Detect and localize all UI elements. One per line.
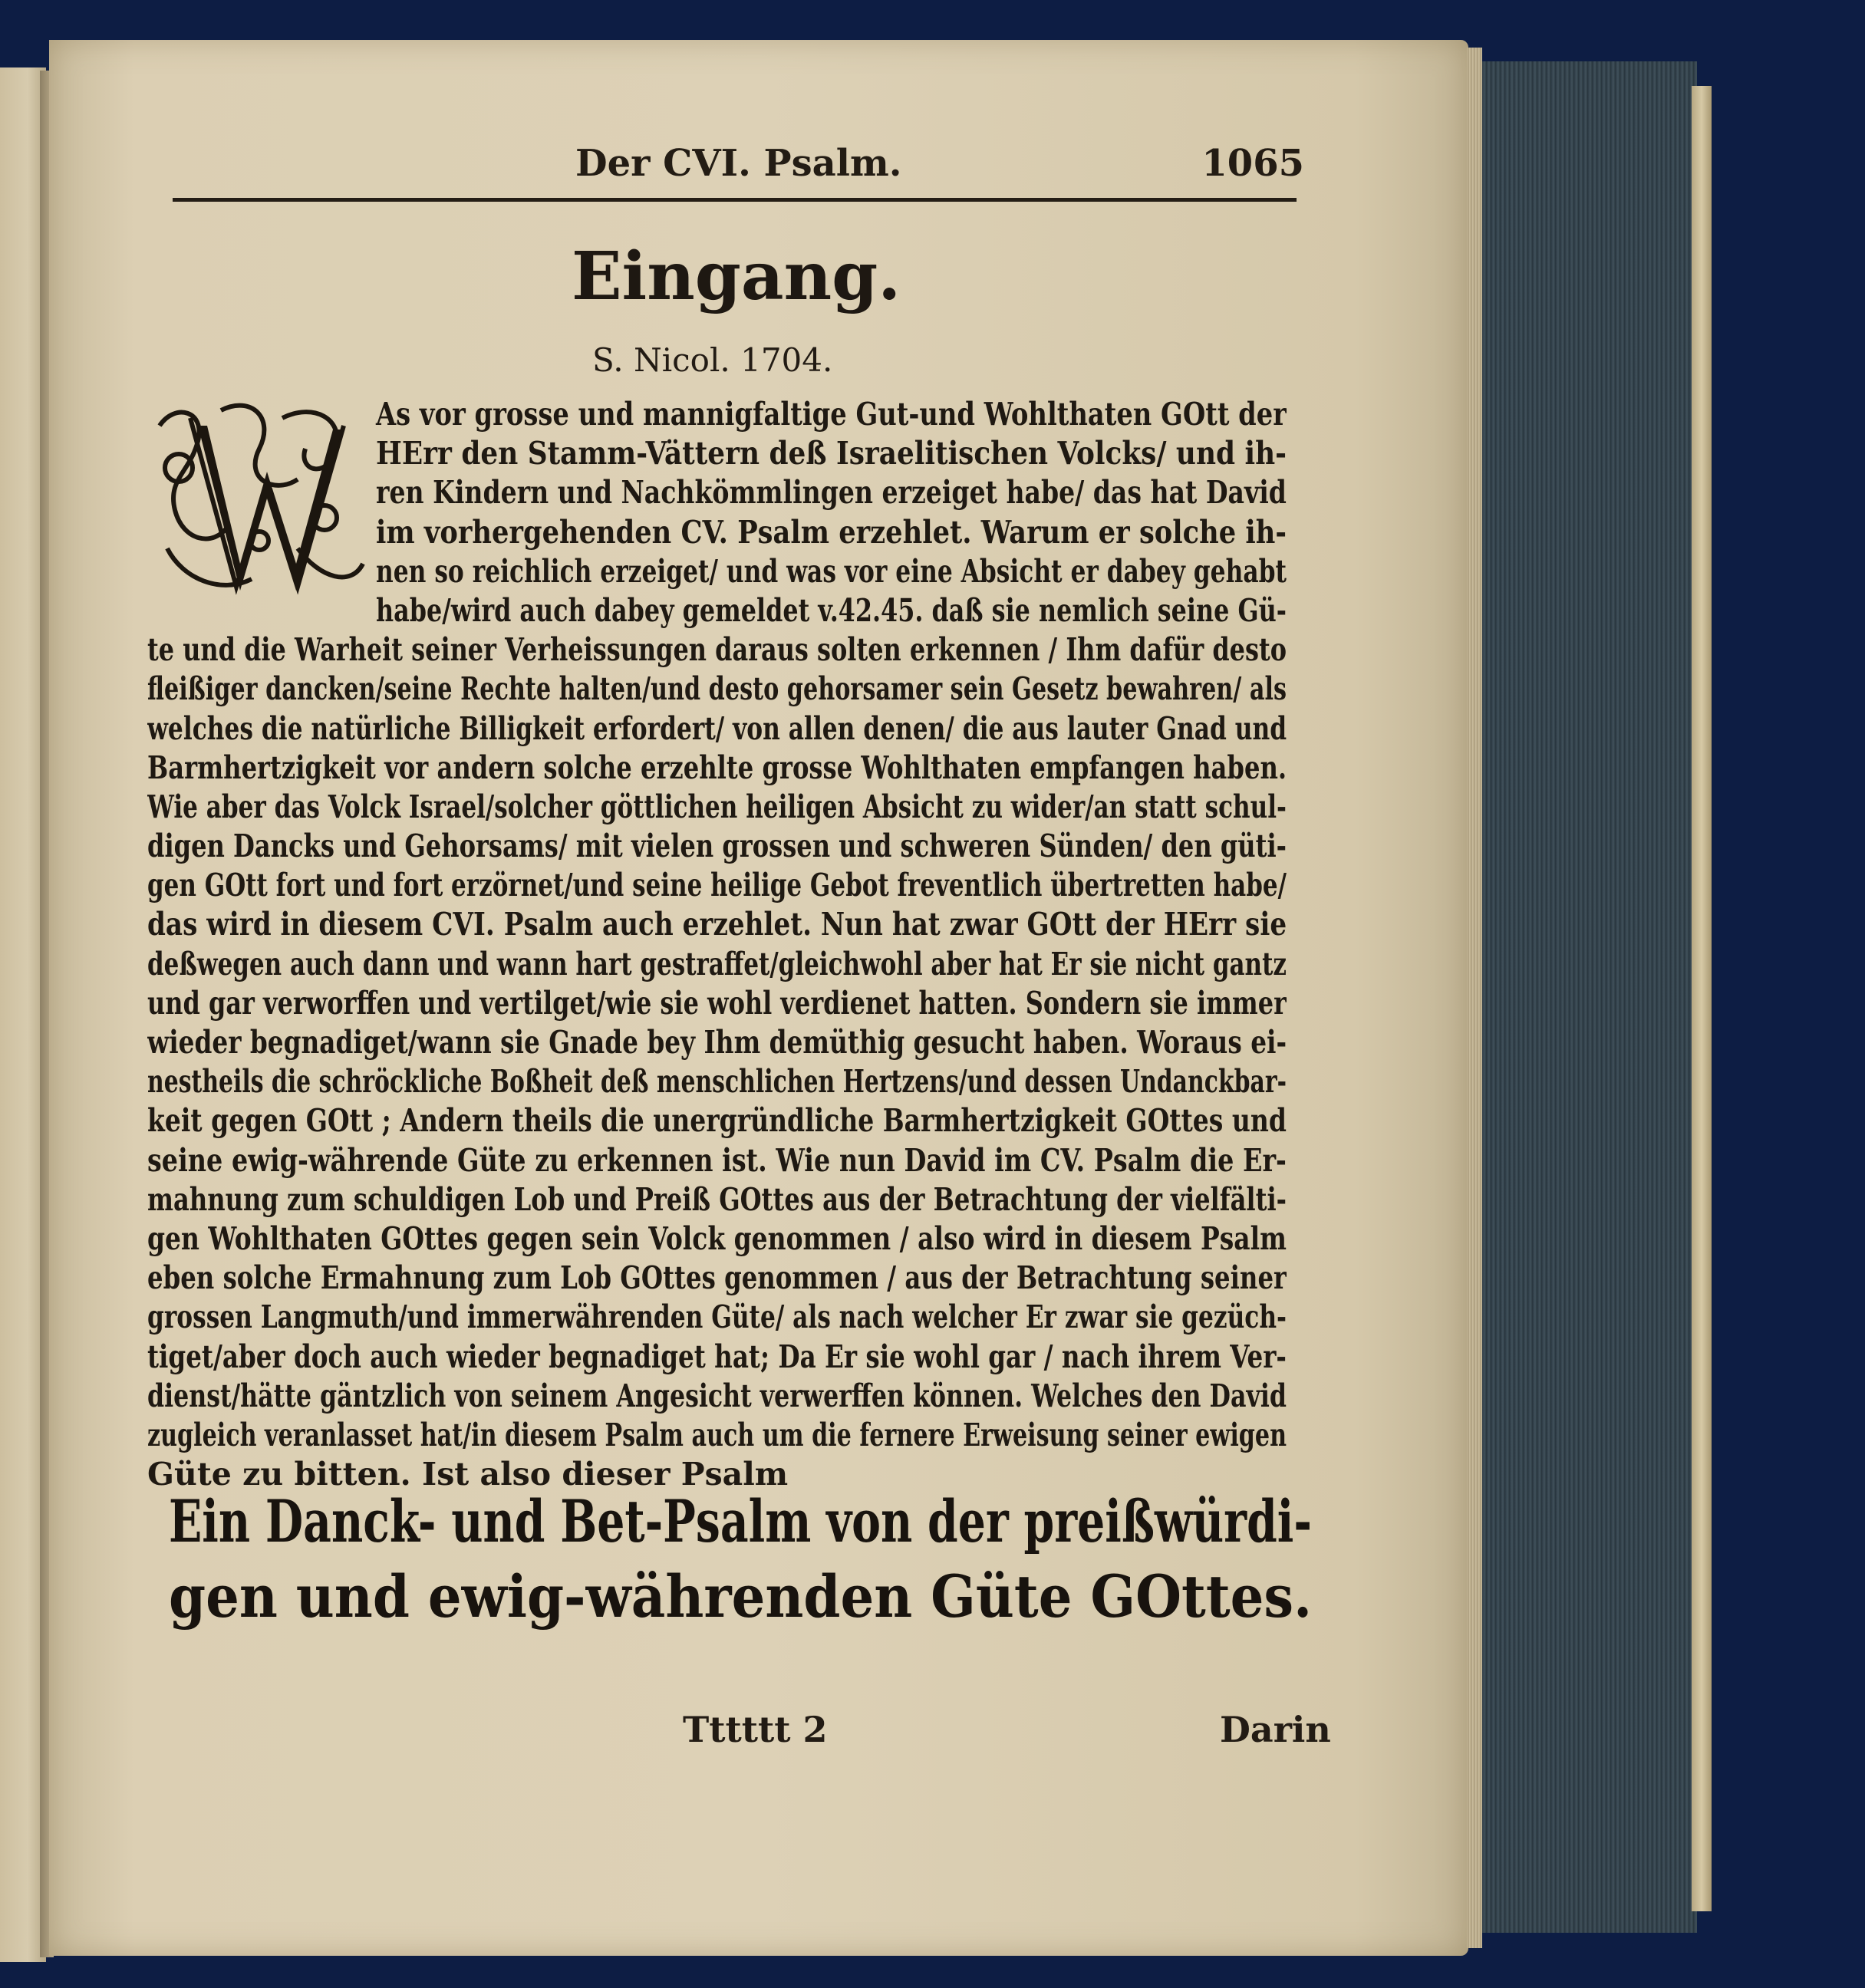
- body-line: zugleich veranlasset hat/in diesem Psalm auch um die fernere Erweisung seiner ewigen: [147, 1416, 1287, 1453]
- section-heading: Eingang.: [572, 238, 901, 315]
- body-line: tiget/aber doch auch wieder begnadiget hat; Da Er sie wohl gar / nach ihrem Ver-: [147, 1338, 1287, 1375]
- book-cover-edge: [1692, 86, 1712, 1911]
- page-number: 1065: [1201, 142, 1304, 185]
- body-line: mahnung zum schuldigen Lob und Preiß GOttes aus der Betrachtung der vielfälti-: [147, 1180, 1287, 1218]
- running-title: Der CVI. Psalm.: [575, 142, 902, 185]
- body-line: habe/wird auch dabey gemeldet v.42.45. daß sie nemlich seine Gü-: [376, 591, 1287, 629]
- body-line: im vorhergehenden CV. Psalm erzehlet. Warum er solche ih-: [376, 513, 1287, 551]
- body-line: nen so reichlich erzeiget/ und was vor eine Absicht er dabey gehabt: [376, 552, 1287, 590]
- facing-page-edge: [0, 67, 46, 1962]
- psalm-title-line: gen und ewig-währenden Güte GOttes.: [169, 1562, 1312, 1631]
- body-line: wieder begnadiget/wann sie Gnade bey Ihm demüthig gesucht haben. Woraus ei-: [147, 1024, 1287, 1061]
- body-line: und gar verworffen und vertilget/wie sie wohl verdienet hatten. Sondern sie immer: [147, 984, 1287, 1022]
- body-text: [147, 395, 1287, 1494]
- page-stack-edge: [1467, 48, 1482, 1948]
- text-block-edge: [1482, 61, 1697, 1933]
- body-line: Barmhertzigkeit vor andern solche erzehlte grosse Wohlthaten empfangen haben.: [147, 749, 1287, 786]
- signature-mark: Tttttt 2: [683, 1709, 828, 1750]
- body-line: digen Dancks und Gehorsams/ mit vielen grossen und schweren Sünden/ den güti-: [147, 828, 1287, 865]
- body-line: seine ewig-währende Güte zu erkennen ist. Wie nun David im CV. Psalm die Er-: [147, 1141, 1287, 1179]
- body-line: Güte zu bitten. Ist also dieser Psalm: [147, 1456, 789, 1493]
- body-line: welches die natürliche Billigkeit erfordert/ von allen denen/ die aus lauter Gnad und: [147, 709, 1287, 747]
- body-line: ren Kindern und Nachkömmlingen erzeiget habe/ das hat David: [376, 474, 1287, 512]
- body-line: gen Wohlthaten GOttes gegen sein Volck genommen / also wird in diesem Psalm: [147, 1219, 1287, 1257]
- header-rule: [173, 198, 1297, 202]
- body-line: grossen Langmuth/und immerwährenden Güte/ als nach welcher Er zwar sie gezüch-: [147, 1298, 1287, 1336]
- body-line: HErr den Stamm-Vättern deß Israelitischen Volcks/ und ih-: [376, 435, 1287, 472]
- body-line: As vor grosse und mannigfaltige Gut-und Wohlthaten GOtt der: [376, 396, 1287, 433]
- body-line: keit gegen GOtt ; Andern theils die unergründliche Barmhertzigkeit GOttes und: [147, 1102, 1287, 1140]
- body-line: nestheils die schröckliche Boßheit deß menschlichen Hertzens/und dessen Undanckbar-: [147, 1063, 1287, 1101]
- body-line: fleißiger dancken/seine Rechte halten/und desto gehorsamer sein Gesetz bewahren/ als: [147, 670, 1287, 708]
- body-line: Wie aber das Volck Israel/solcher göttlichen heiligen Absicht zu wider/an statt schul-: [147, 788, 1287, 825]
- body-line: dienst/hätte gäntzlich von seinem Angesicht verwerffen können. Welches den David: [147, 1377, 1287, 1414]
- body-line: deßwegen auch dann und wann hart gestraffet/gleichwohl aber hat Er sie nicht gantz: [147, 945, 1287, 982]
- body-line: gen GOtt fort und fort erzörnet/und seine heilige Gebot freventlich übertretten habe/: [147, 867, 1287, 904]
- psalm-title: [169, 1484, 1312, 1634]
- psalm-title-line: Ein Danck- und Bet-Psalm von der preißwürdi-: [169, 1487, 1312, 1555]
- body-line: te und die Warheit seiner Verheissungen daraus solten erkennen / Ihm dafür desto: [147, 631, 1287, 669]
- body-line: das wird in diesem CVI. Psalm auch erzehlet. Nun hat zwar GOtt der HErr sie: [147, 906, 1287, 943]
- catchword: Darin: [1220, 1709, 1331, 1750]
- running-header: [176, 142, 1304, 196]
- sermon-source: S. Nicol. 1704.: [592, 341, 833, 379]
- body-line: eben solche Ermahnung zum Lob GOttes genommen / aus der Betrachtung seiner: [147, 1259, 1287, 1297]
